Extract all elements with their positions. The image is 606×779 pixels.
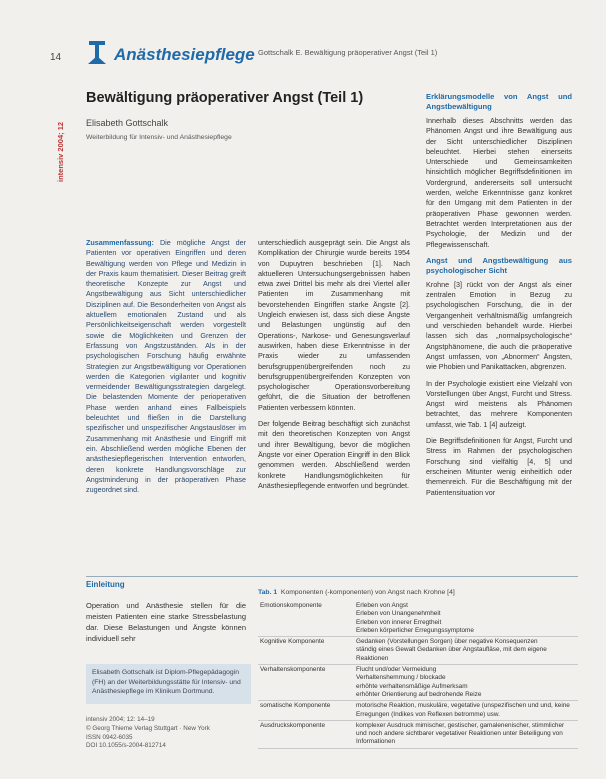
right-paragraph-2: Krohne [3] rückt von der Angst als einer zentralen Emotion in Bezug zu psychologischen Forschung, die in der Vergangenheit verhältnismäßig umfangreich und verschieden behandelt wurde. Hierbei lassen sich das „normalpsychologische“ Angstphänomene, die auch die präoperative Angst umfassen, von „Abnormen“ Ängsten, wie Phobien und Panikattacken, abgrenzen. bbox=[426, 279, 572, 372]
table-item: Gedanken (Vorstellungen Sorgen) über negative Konsequenzen bbox=[356, 638, 538, 646]
table-caption: Tab. 1 Komponenten (-komponenten) von Angst nach Krohne [4] bbox=[258, 589, 455, 596]
table-item: ständig eines Gewalt Gedanken über Angstaufläse, mit dem eigene Reaktionen bbox=[356, 646, 547, 662]
vertical-journal-label: intensiv 2004; 12 bbox=[56, 121, 65, 182]
table-item: Flucht und/oder Vermeidung bbox=[356, 666, 437, 674]
publication-info: intensiv 2004; 12: 14–19 © Georg Thieme Verlag Stuttgart · New York ISSN 0942-6035 DOI 10.1055/s-2004-812714 bbox=[86, 716, 210, 750]
table-component-cell: Kognitive Komponente bbox=[258, 637, 354, 665]
table-component-cell: Ausdruckskomponente bbox=[258, 720, 354, 748]
table-items-cell bbox=[354, 701, 578, 721]
page-number: 14 bbox=[50, 52, 62, 63]
running-head: Gottschalk E. Bewältigung präoperativer Angst (Teil 1) bbox=[258, 48, 438, 57]
right-paragraph-3: In der Psychologie existiert eine Vielzahl von Vorstellungen über Angst, Furcht und Stress. Angst wird meistens als Phänomen betrachtet, das mehrere Komponenten umfasst, wie Tab. 1 [4] aufzeigt. bbox=[426, 378, 572, 429]
middle-paragraph-1: unterschiedlich ausgeprägt sein. Die Angst als Komplikation der Chirurgie wurde bereits 1954 von Dupuytren beschrieben [1]. Nach aktuelleren Untersuchungsergebnissen haben etwa zwei Drittel bis mehr als drei Viertel aller Patienten im Zusammenhang mit bevorstehenden Eingriffen starke Ängste [2]. Ungleich erwiesen ist, dass sich diese Ängste und Belastungen ungünstig auf den Operations-, Narkose- und Genesungsverlauf auswirken, haben diese Erkenntnisse in der Praxis wieder zu umfassenden berufsgruppenübergreifenden noch zu berufsgruppenübergreifenden Konzepten von psychologischer Operationsvorbereitung geführt, die die Situation der betroffenen Patienten verbessern könnten. bbox=[258, 238, 410, 412]
summary-text: Die mögliche Angst der Patienten vor operativen Eingriffen und deren Bewältigung werden von Pflege und Medizin in der Praxis kaum thematisiert. Dieser Beitrag greift theoretische Konzepte zur Angst und Angstbewältigung aus Sicht unterschiedlicher Disziplinen auf. Die Besonderheiten von Angst als aktuellem emotionalen Zustand und als Persönlichkeitseigenschaft werden vorgestellt sowie die Möglichkeiten und Grenzen der Erfassung von Angstzuständen. Als in der psychologischen Forschung häufig erwähnte Strategien zur Angstbewältigung vor Operationen werden die Kategorien vigilanter und kognitiv vermeidender Bewältigungsstrategien dargelegt. Die belastenden Momente der perioperativen Phase werden anhand eines Fallbeispiels beleuchtet und fließen in die Darstellung spezifischer und unspezifischer Angstauslöser im Zusammenhang mit Anästhesie und Eingriff mit ein. Abschließend werden mögliche Ebenen der anästhesiepflegerischen Intervention entworfen, deren konkrete Handlungsvorschläge zur Angstminderung in der präoperativen Phase zugeordnet sind. bbox=[86, 238, 246, 495]
summary-column bbox=[86, 238, 246, 501]
table-items-cell bbox=[354, 665, 578, 701]
table-item: Erleben von innerer Erregtheit bbox=[356, 618, 442, 626]
table-items-cell bbox=[354, 601, 578, 637]
divider bbox=[86, 576, 578, 577]
summary-label: Zusammenfassung: bbox=[86, 238, 154, 247]
table-item: Verhaltenshemmung / blockade bbox=[356, 674, 446, 682]
middle-column bbox=[258, 238, 410, 497]
journal-name: Anästhesiepflege bbox=[114, 45, 255, 64]
table-row bbox=[258, 601, 578, 637]
table-item: erhöhte verhaltensmäßige Aufmerksam bbox=[356, 682, 468, 690]
table-items-cell bbox=[354, 637, 578, 665]
affiliation: Weiterbildung für Intensiv- und Anästhesiepflege bbox=[86, 134, 232, 141]
table-row bbox=[258, 720, 578, 748]
table-component-cell: somatische Komponente bbox=[258, 701, 354, 721]
table-component-cell: Verhaltenskomponente bbox=[258, 665, 354, 701]
middle-paragraph-2: Der folgende Beitrag beschäftigt sich zunächst mit den theoretischen Konzepten von Angst und ihrer Bewältigung, bevor die möglichen Ängste vor einer Operation Eingriff in den Blick genommen werden. Abschließend werden konkrete Handlungsmöglichkeiten für Anästhesiepflegende entworfen und begründet. bbox=[258, 419, 410, 490]
subsection-heading: Angst und Angstbewältigung aus psychologischer Sicht bbox=[426, 255, 572, 275]
table-row bbox=[258, 701, 578, 721]
table-item: motorische Reaktion, muskuläre, vegetative (unspezifischen und und, keine Erregungen (Indikes von Reflexen betromme) usw. bbox=[356, 702, 570, 718]
table-component-cell: Emotionskomponente bbox=[258, 601, 354, 637]
table-item: Erleben körperlicher Erregungssymptome bbox=[356, 626, 474, 634]
components-table bbox=[258, 601, 578, 749]
intro-text: Operation und Anästhesie stellen für die meisten Patienten eine starke Stressbelastung dar. Diese Belastungen und Ängste können individuell sehr bbox=[86, 601, 246, 643]
article-title: Bewältigung präoperativer Angst (Teil 1) bbox=[86, 90, 364, 106]
journal-logo-icon bbox=[86, 40, 108, 66]
right-column bbox=[426, 92, 572, 504]
table-item: erhöhter Orientierung auf bedrohende Reize bbox=[356, 690, 482, 698]
table-item: komplexer Ausdruck mimischer, gestischer, gamalenenischer, stimmlicher und noch andere sichtbarer vegetativer Reaktionen unter Beteiligung von Informationen bbox=[356, 721, 565, 746]
intro-heading: Einleitung bbox=[86, 580, 125, 589]
right-paragraph-1: Innerhalb dieses Abschnitts werden das Phänomen Angst und ihre Bewältigung aus der Sicht unterschiedlicher Disziplinen beleuchtet. Hierbei stehen einerseits Unterschiede und Gemeinsamkeiten hinsichtlich möglicher Begriffsdefinitionen im Vordergrund, andererseits soll untersucht werden, welche Erkenntnisse ganz konkret für den Umgang mit dem Patienten in der präoperativen Phase gewonnen werden. Betrachtet werden Interpretationen aus der Psychologie, der Medizin und der Pflegewissenschaft. bbox=[426, 116, 572, 249]
table-items-cell bbox=[354, 720, 578, 748]
table-row bbox=[258, 665, 578, 701]
table-row bbox=[258, 637, 578, 665]
table-item: Erleben von Angst bbox=[356, 602, 408, 609]
right-paragraph-4: Die Begriffsdefinitionen für Angst, Furcht und Stress im Rahmen der psychologischen Forschung sind vielfältig [4, 5] und erscheinen Mitunter wenig einheitlich oder themenreich. Für die Beschäftigung mit der Patientensituation vor bbox=[426, 436, 572, 497]
author: Elisabeth Gottschalk bbox=[86, 118, 169, 128]
section-heading: Erklärungsmodelle von Angst und Angstbewältigung bbox=[426, 92, 572, 111]
table-item: Erleben von Unangenehmheit bbox=[356, 610, 441, 618]
author-info-box: Elisabeth Gottschalk ist Diplom-Pflegepädagogin (FH) an der Weiterbildungsstätte für Intensiv- und Anästhesiepflege im Klinikum Dortmund. bbox=[86, 664, 251, 704]
